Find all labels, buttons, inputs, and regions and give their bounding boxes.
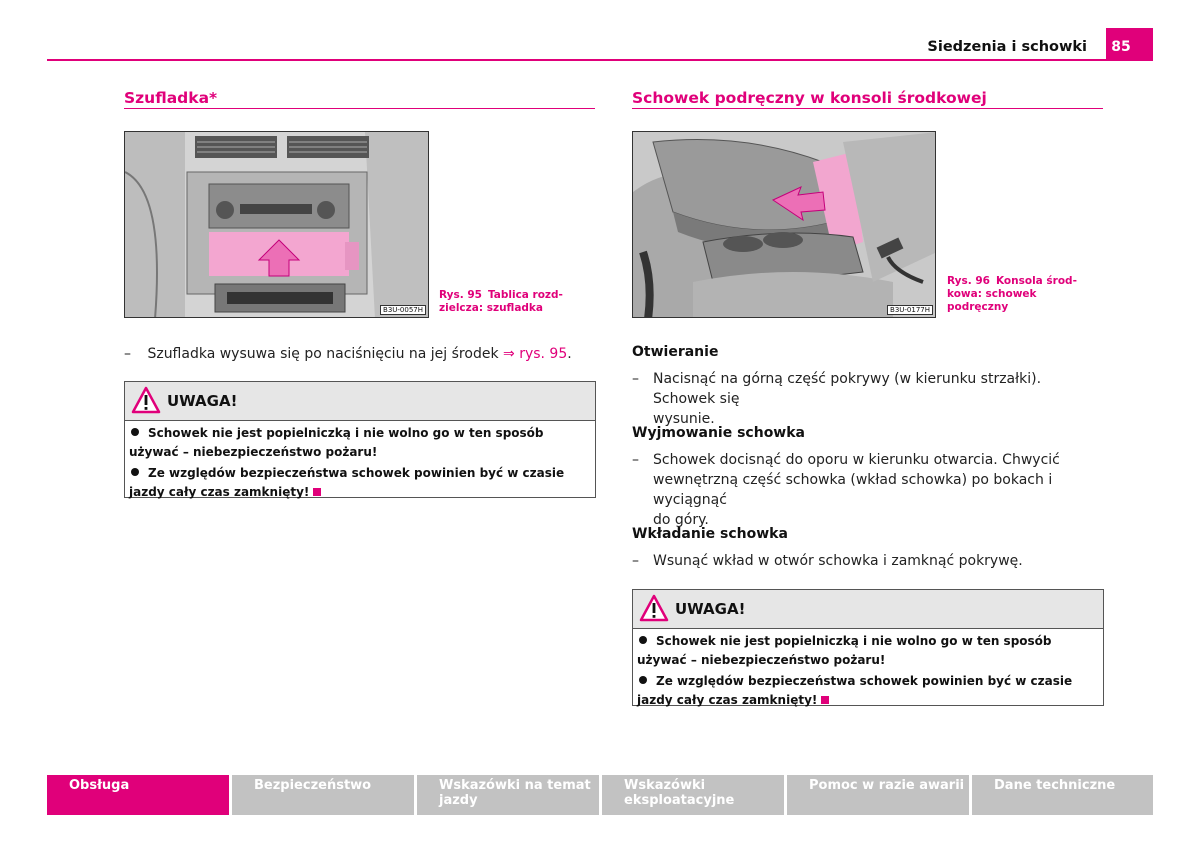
- warning-header: [633, 590, 1103, 629]
- warning-item-text: Schowek nie jest popielniczką i nie wolno go w ten sposób używać – niebezpieczeństwo pożaru!: [129, 426, 544, 459]
- warning-box: [124, 381, 596, 498]
- caption-number: Rys. 96: [947, 275, 990, 287]
- step-text: Szufladka wysuwa się po naciśnięciu na jej środek: [147, 346, 503, 362]
- warning-triangle-icon: [131, 386, 161, 414]
- figure-link[interactable]: rys. 95: [519, 346, 568, 362]
- nav-tab-obsluga[interactable]: Obsługa: [47, 775, 229, 815]
- dashboard-illustration: [125, 132, 429, 318]
- warning-triangle-icon: [639, 594, 669, 622]
- nav-tab-bezpieczenstwo[interactable]: Bezpieczeństwo: [232, 775, 414, 815]
- step-line-2: wysunie.: [653, 411, 715, 427]
- section-title-drawer: Szufladka*: [124, 89, 218, 107]
- caption-number: Rys. 95: [439, 289, 482, 301]
- chapter-title: Siedzenia i schowki: [927, 39, 1087, 55]
- section-rule: [124, 108, 595, 109]
- warning-item-text: Schowek nie jest popielniczką i nie wolno go w ten sposób używać – niebezpieczeństwo pożaru!: [637, 634, 1052, 667]
- step-opening: [632, 369, 1107, 429]
- step-dash: –: [632, 452, 639, 468]
- step-line-1: Wsunąć wkład w otwór schowka i zamknąć pokrywę.: [653, 553, 1023, 569]
- warning-title: UWAGA!: [675, 600, 746, 618]
- step-insertion: [632, 551, 1107, 571]
- bullet-icon: [639, 636, 647, 644]
- warning-body: [633, 629, 1103, 714]
- warning-box: [632, 589, 1104, 706]
- nav-tab-dane-techniczne[interactable]: Dane techniczne: [972, 775, 1153, 815]
- figure-code: B3U-0057H: [380, 305, 426, 315]
- warning-header: [125, 382, 595, 421]
- nav-tab-pomoc-awarii[interactable]: Pomoc w razie awarii: [787, 775, 969, 815]
- figure-caption: [947, 275, 1077, 314]
- bullet-icon: [131, 468, 139, 476]
- bullet-icon: [639, 676, 647, 684]
- bullet-icon: [131, 428, 139, 436]
- step-line-1: Schowek docisnąć do oporu w kierunku otwarcia. Chwycić: [653, 452, 1060, 468]
- figure-dashboard-drawer: [124, 131, 429, 318]
- warning-body: [125, 421, 595, 506]
- figure-caption: [439, 289, 563, 315]
- arrow-ref: ⇒: [503, 346, 515, 362]
- caption-line-1: Konsola środ-: [995, 275, 1077, 287]
- end-square-icon: [313, 488, 321, 496]
- warning-item: [129, 464, 591, 502]
- figure-code: B3U-0177H: [887, 305, 933, 315]
- warning-item: [637, 632, 1099, 670]
- warning-item-text: Ze względów bezpieczeństwa schowek powinien być w czasie jazdy cały czas zamknięty!: [129, 466, 565, 499]
- step-line-1: Nacisnąć na górną część pokrywy (w kierunku strzałki). Schowek się: [653, 371, 1042, 407]
- warning-item: [637, 672, 1099, 710]
- section-rule: [632, 108, 1103, 109]
- subheading-removal: Wyjmowanie schowka: [632, 425, 805, 441]
- warning-title: UWAGA!: [167, 392, 238, 410]
- end-square-icon: [821, 696, 829, 704]
- step-removal: [632, 450, 1107, 530]
- caption-line-3: podręczny: [947, 301, 1009, 313]
- step-dash: –: [124, 346, 131, 362]
- step-line-2: wewnętrzną część schowka (wkład schowka) po bokach i wyciągnąć: [653, 472, 1053, 508]
- caption-line-1: Tablica rozd-: [487, 289, 563, 301]
- step-end: .: [567, 346, 572, 362]
- step-drawer: [124, 344, 595, 364]
- caption-line-2: zielcza: szufladka: [439, 302, 543, 314]
- warning-item-text: Ze względów bezpieczeństwa schowek powinien być w czasie jazdy cały czas zamknięty!: [637, 674, 1073, 707]
- step-dash: –: [632, 553, 639, 569]
- figure-center-console: [632, 131, 936, 318]
- header-rule: [47, 59, 1153, 61]
- nav-tab-wskazowki-eksploatacyjne[interactable]: Wskazówki eksploatacyjne: [602, 775, 784, 815]
- step-dash: –: [632, 371, 639, 387]
- chapter-navigation: [47, 775, 1153, 815]
- subheading-insertion: Wkładanie schowka: [632, 526, 788, 542]
- page-number: 85: [1111, 39, 1131, 55]
- warning-item: [129, 424, 591, 462]
- console-illustration: [633, 132, 936, 318]
- caption-line-2: kowa: schowek: [947, 288, 1037, 300]
- section-title-console-storage: Schowek podręczny w konsoli środkowej: [632, 89, 987, 107]
- step-line-3: do góry.: [653, 512, 709, 528]
- nav-tab-wskazowki-jazdy[interactable]: Wskazówki na temat jazdy: [417, 775, 599, 815]
- subheading-opening: Otwieranie: [632, 344, 719, 360]
